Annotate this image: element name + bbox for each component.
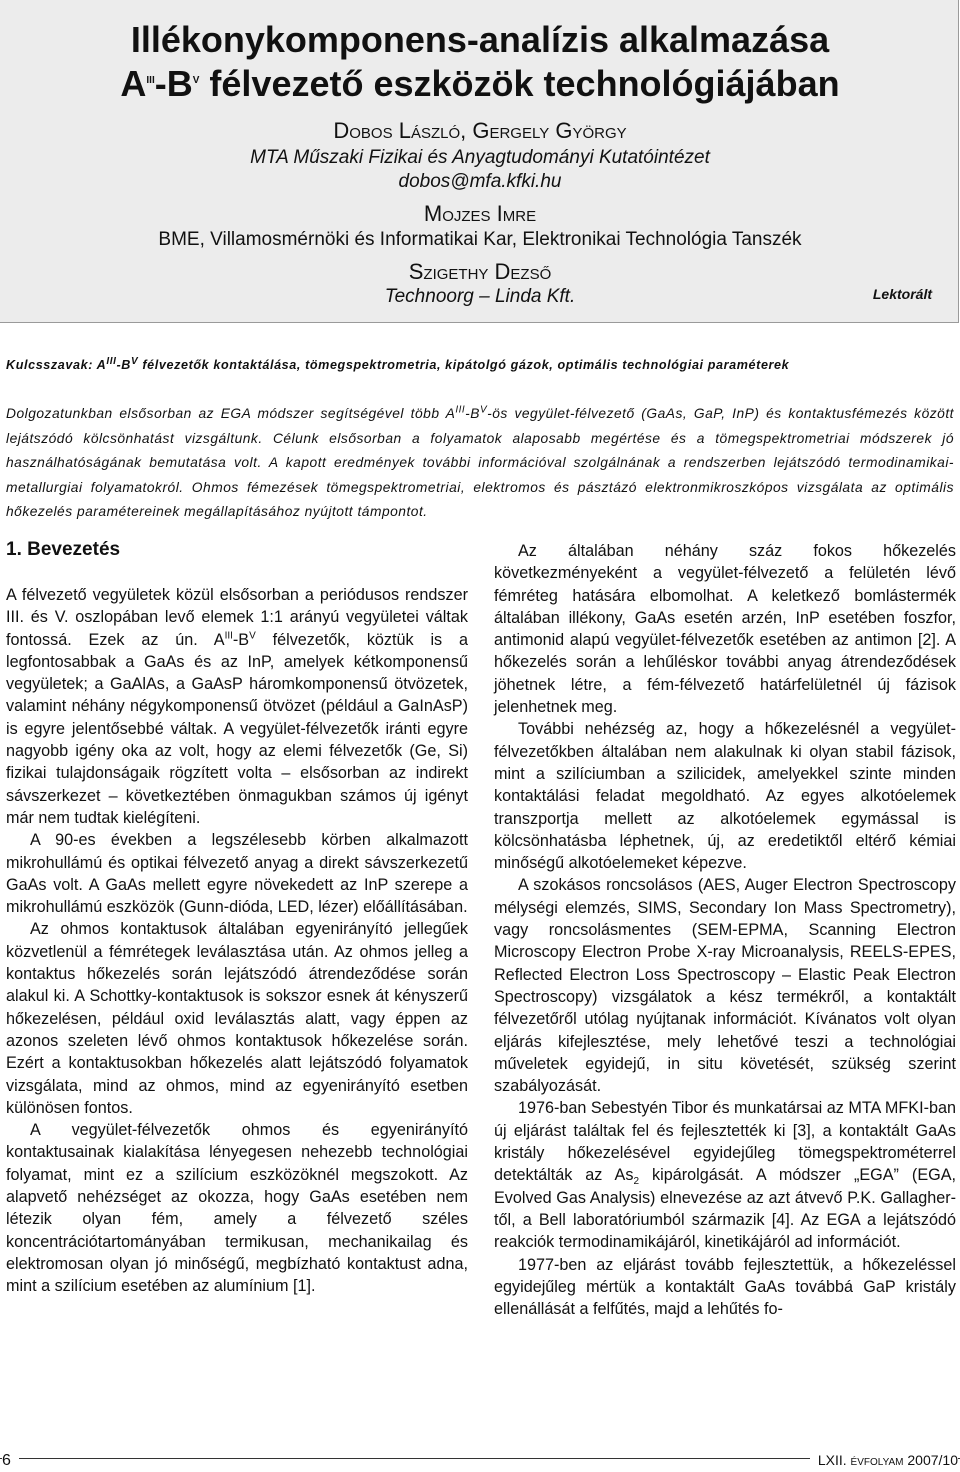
peer-reviewed-badge: Lektorált	[872, 286, 932, 302]
paragraph: További nehézség az, hogy a hőkezelésnél a vegyület-félvezetőkben általában nem alakulnak ki olyan stabil fázisok, mint a szilíciumban a szilicidek, amelyekkel szinte minden kontaktálási feladat megoldható. Az egyes alkotóelemek transzportja mellett az alkotóelemek egymással is kölcsönhatásba léphetnek, új, az eredetiktől eltérő kémiai minőségű alkotóelemeket képezve.	[494, 720, 956, 873]
section-heading: 1. Bevezetés	[6, 539, 121, 560]
author-affiliation-2: BME, Villamosmérnöki és Informatikai Kar, Elektronikai Technológia Tanszék	[158, 229, 802, 250]
author-names-1: Dobos László, Gergely György	[333, 118, 627, 143]
author-names-3: Szigethy Dezső	[408, 259, 552, 284]
author-affiliation-1: MTA Műszaki Fizikai és Anyagtudományi Kutatóintézet	[250, 147, 710, 168]
author-affiliation-3: Technoorg – Linda Kft.	[384, 286, 576, 307]
journal-issue: LXII. évfolyam 2007/10	[810, 1452, 958, 1468]
author-email: dobos@mfa.kfki.hu	[398, 171, 562, 192]
paragraph: A vegyület-félvezetők ohmos és egyenirányító kontaktusainak kialakítása lényegesen nehezebb technológiai folyamat, mint ez a szilícium eszközöknél megszokott. Az alapvető nehézséget az okozza, hogy GaAs esetében nem létezik olyan fém, amely a félvezető széles koncentrációtartományában termikusan, mechanikailag és elektromosan olyan jó minőségű, megbízható kontaktust adna, mint a szilícium esetében az alumínium [1].	[6, 1121, 468, 1296]
article-title: Illékonykomponens-analízis alkalmazása	[130, 19, 830, 60]
article-title-line2: $A^{III}-B^V$ félvezető eszközök technológiájában	[120, 63, 840, 104]
author-names-2: Mojzes Imre	[423, 201, 537, 226]
paragraph: Az általában néhány száz fokos hőkezelés következményeként a vegyület-félvezető a felületén lévő fémréteg hatására elbomolhat. A keletkező bomlástermék általában illékony, GaAs esetén arzén, InP esetében foszfor, antimonid alapú vegyület-félvezetők esetében az antimon [2]. A hőkezelés során a lehűléskor további anyag átrendeződések jöhetnek létre, a fém-félvezető határfelületnél új fázisok jelenhetnek meg.	[494, 542, 956, 717]
paragraph: A 90-es években a legszélesebb körben alkalmazott mikrohullámú és optikai félvezető anyag a direkt sávszerkezetű GaAs volt. A GaAs mellett egyre növekedett az InP szerepe a mikrohullámú eszközök (Gunn-dióda, LED, lézer) előállításában.	[6, 831, 468, 917]
keywords-label: Kulcsszavak:	[6, 358, 94, 372]
paragraph: A félvezető vegyületek közül elsősorban a periódusos rendszer III. és V. oszlopában levő elemek 1:1 arányú vegyületei váltak fontossá. Ezek az ún. $A^{III}-B^V$ félvezetők, köztük is a legfontosabbak a GaAs és az InP, amelyek kétkomponensű vegyületek; a GaAlAs, a GaAsP háromkomponensű ötvözetek, valamint néhány négykomponensű ötvözet (például a GaInAsP) is egyre jelentősebbé váltak. A vegyület-félvezetők iránti egyre nagyobb igény oka az volt, hogy az elemi félvezetők (Ge, Si) fizikai tulajdonságaik rögzített volta – elsősorban az indirekt sávszerkezet – következtében önmagukban számos új igényt már nem tudtak kielégíteni.	[6, 586, 468, 827]
left-column	[6, 538, 468, 1298]
paragraph: Az ohmos kontaktusok általában egyenirányító jellegűek közvetlenül a fémrétegek leválasztása után. Az ohmos jelleg a kontaktus hőkezelés során lejátszódó átrendeződése során alakul ki. A Schottky-kontaktusok is sokszor esnek át kényszerű hőkezelésen, például oxid leválasztás alatt, vagy éppen az azonos szeleten lévő ohmos kontaktusok hőkezelése során. Ezért a kontaktusokban hőkezelés alatt lejátszódó folyamatok vizsgálata, mind az ohmos, mind az egyenirányító esetben különösen fontos.	[6, 920, 468, 1117]
paragraph: 1977-ben az eljárást tovább fejlesztettük, a hőkezeléssel egyidejűleg mértük a kontaktált GaAs továbbá GaP kristály ellenállását a felfűtés, majd a lehűtés fo-	[494, 1255, 956, 1319]
paragraph: A szokásos roncsolásos (AES, Auger Electron Spectroscopy mélységi elemzés, SIMS, Secondary Ion Mass Spectrometry), vagy roncsolásmentes (SEM-EPMA, Scanning Electron Microscopy Electron Probe X-ray Microanalysis, REELS-EPES, Reflected Electron Loss Spectroscopy – Elastic Peak Electron Spectroscopy) vizsgálatok a kész termékről, a kontaktált félvezetőről utólag nyújtanak információt. Kívánatos volt olyan eljárás kifejlesztése, mely lehetővé teszi a technológiai műveletek egyidejű, in situ követését, szükség szerint szabályozását.	[494, 876, 956, 1096]
abstract: Dolgozatunkban elsősorban az EGA módszer segítségével több $A^{III}-B^V-ös$ vegyület-félvezető (GaAs, GaP, InP) és kontaktusfémezés között lejátszódó kölcsönhatást vizsgáltunk. Célunk elsősorban a folyamatok alaposabb megértése és a tömegspektrometriai módszerek jó használhatóságának bemutatása volt. A kapott eredmények további információval szolgálnának a rendszerben lejátszódó termodinamikai-metallurgiai folyamatokról. Ohmos fémezések tömegspektrometriai, elektromos és pásztázó elektronmikroszkópos vizsgálata az optimális hőkezelés paramétereinek megállapításához nyújtott támpontot.	[6, 404, 954, 519]
right-column	[494, 540, 956, 1320]
paragraph: 1976-ban Sebestyén Tibor és munkatársai az MTA MFKI-ban új eljárást találtak fel és fejlesztették ki [3], a kontaktált GaAs kristály hőkezelésével egyidejűleg tömegspektrométerrel detektálták az $As_2$ kipárolgását. A módszer „EGA” (EGA, Evolved Gas Analysis) elnevezése az azt átvevő P.K. Gallagher-től, a Bell laboratóriumból származik [4]. Az EGA a lejátszódó reakciók termodinamikájáról, kinetikájáról ad információt.	[494, 1099, 956, 1252]
page-number: 6	[2, 1452, 19, 1470]
keywords: Kulcsszavak: $A^{III}-B^V$ félvezetők kontaktálása, tömegspektrometria, kipátolgó gázok, optimális technológiai paraméterek	[6, 355, 790, 372]
